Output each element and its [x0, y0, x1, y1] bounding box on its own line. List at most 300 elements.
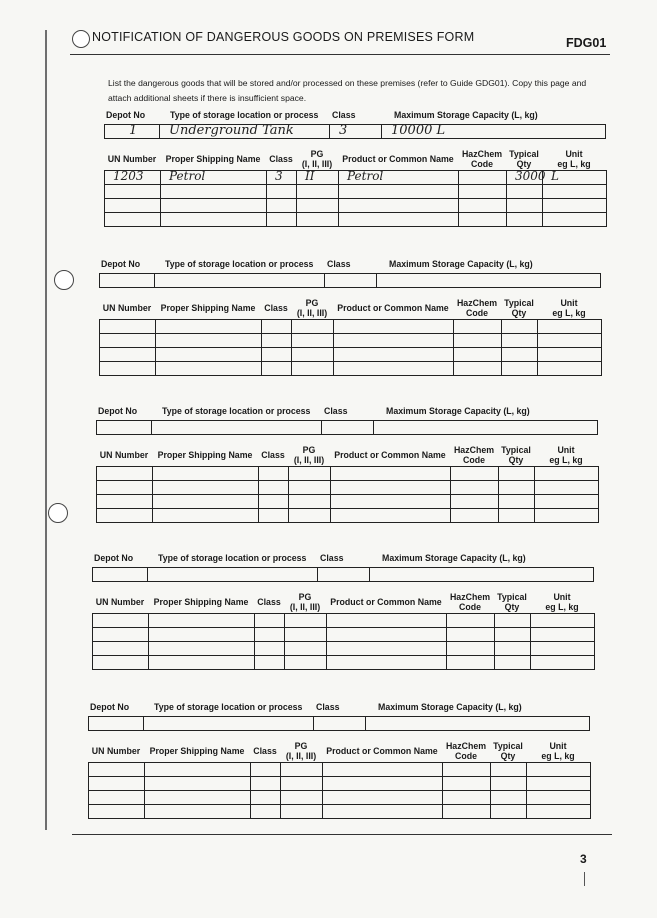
goods-cell[interactable] — [259, 481, 289, 495]
punch-hole — [48, 503, 68, 523]
goods-cell[interactable] — [153, 467, 259, 481]
depot-header-label: Maximum Storage Capacity (L, kg) — [386, 406, 530, 416]
goods-cell[interactable] — [259, 509, 289, 523]
goods-cell[interactable] — [255, 642, 285, 656]
goods-header-line: UN Number — [91, 746, 141, 756]
depot-header-label: Depot No — [101, 259, 141, 269]
depot-header-label: Depot No — [94, 553, 134, 563]
goods-cell[interactable] — [93, 642, 149, 656]
goods-cell[interactable] — [499, 481, 535, 495]
goods-cell[interactable] — [459, 171, 507, 185]
goods-column-header — [340, 154, 456, 164]
goods-cell[interactable] — [156, 362, 262, 376]
goods-field-shipping-name: Petrol — [169, 169, 206, 183]
goods-header-line: Typical — [504, 298, 534, 308]
goods-header-line: Qty — [508, 455, 524, 465]
goods-cell[interactable] — [323, 763, 443, 777]
goods-cell[interactable] — [502, 334, 538, 348]
goods-row — [93, 628, 595, 642]
goods-cell[interactable] — [543, 213, 607, 227]
goods-cell[interactable] — [502, 320, 538, 334]
goods-cell[interactable] — [447, 642, 495, 656]
goods-cell[interactable] — [262, 320, 292, 334]
goods-cell[interactable] — [161, 213, 267, 227]
goods-header-line: PG — [305, 298, 319, 308]
goods-cell[interactable] — [454, 320, 502, 334]
goods-cell[interactable] — [153, 509, 259, 523]
depot-cell-divider — [373, 421, 374, 434]
goods-cell[interactable] — [447, 628, 495, 642]
goods-row — [97, 481, 599, 495]
goods-cell[interactable] — [149, 656, 255, 670]
goods-cell[interactable] — [531, 628, 595, 642]
goods-cell[interactable] — [93, 656, 149, 670]
depot-cell-divider — [143, 717, 144, 730]
goods-column-header — [154, 450, 256, 460]
goods-cell[interactable] — [292, 348, 334, 362]
goods-cell[interactable] — [267, 213, 297, 227]
goods-cell[interactable] — [251, 763, 281, 777]
goods-cell[interactable] — [443, 805, 491, 819]
header-divider — [70, 54, 610, 55]
goods-column-header — [503, 298, 535, 318]
depot-field-class[interactable]: 3 — [339, 123, 348, 138]
depot-cell-divider — [154, 274, 155, 287]
goods-cell[interactable] — [443, 763, 491, 777]
goods-cell[interactable] — [292, 362, 334, 376]
goods-cell[interactable] — [285, 656, 327, 670]
goods-cell[interactable] — [156, 334, 262, 348]
depot-cell-divider — [324, 274, 325, 287]
goods-cell[interactable] — [255, 656, 285, 670]
goods-cell[interactable] — [323, 777, 443, 791]
goods-cell[interactable] — [89, 763, 145, 777]
form-title: NOTIFICATION OF DANGEROUS GOODS ON PREMISES FORM — [92, 30, 475, 44]
goods-cell[interactable] — [281, 791, 323, 805]
goods-cell[interactable] — [495, 656, 531, 670]
goods-column-header — [282, 741, 320, 761]
goods-cell[interactable] — [451, 509, 499, 523]
goods-cell[interactable] — [255, 628, 285, 642]
goods-cell[interactable] — [100, 362, 156, 376]
goods-cell[interactable] — [285, 628, 327, 642]
depot-cell-divider — [329, 125, 330, 138]
goods-header-line: Unit — [565, 149, 583, 159]
goods-header-line: Class — [261, 450, 285, 460]
goods-cell[interactable] — [543, 185, 607, 199]
goods-cell[interactable] — [459, 199, 507, 213]
scan-margin-line — [45, 30, 47, 830]
goods-cell[interactable] — [262, 362, 292, 376]
goods-cell[interactable] — [156, 348, 262, 362]
goods-cell[interactable] — [97, 495, 153, 509]
goods-header-line: HazChem — [449, 592, 491, 602]
goods-cell[interactable] — [289, 495, 331, 509]
depot-header-label: Type of storage location or process — [158, 553, 307, 563]
goods-cell[interactable] — [535, 467, 599, 481]
goods-cell[interactable] — [262, 348, 292, 362]
goods-cell[interactable] — [289, 481, 331, 495]
depot-header-label: Type of storage location or process — [170, 110, 319, 120]
punch-hole — [72, 30, 90, 48]
goods-header-line: Code — [463, 455, 485, 465]
goods-column-header — [298, 149, 336, 169]
goods-header-line: Product or Common Name — [326, 746, 438, 756]
goods-cell[interactable] — [297, 171, 339, 185]
goods-header-line: Unit — [557, 445, 575, 455]
page-tick-mark — [584, 872, 585, 886]
goods-cell[interactable] — [535, 495, 599, 509]
goods-cell[interactable] — [331, 467, 451, 481]
goods-cell[interactable] — [267, 185, 297, 199]
goods-row — [97, 467, 599, 481]
goods-cell[interactable] — [251, 805, 281, 819]
goods-cell[interactable] — [285, 614, 327, 628]
goods-cell[interactable] — [153, 481, 259, 495]
goods-cell[interactable] — [145, 791, 251, 805]
goods-cell[interactable] — [259, 495, 289, 509]
goods-column-header — [508, 149, 540, 169]
goods-cell[interactable] — [454, 334, 502, 348]
goods-header-line: UN Number — [99, 450, 149, 460]
goods-cell[interactable] — [100, 320, 156, 334]
goods-column-header — [544, 149, 604, 169]
goods-cell[interactable] — [499, 467, 535, 481]
goods-cell[interactable] — [105, 199, 161, 213]
goods-header-line: Product or Common Name — [334, 450, 446, 460]
goods-cell[interactable] — [281, 763, 323, 777]
goods-cell[interactable] — [297, 185, 339, 199]
goods-cell[interactable] — [97, 481, 153, 495]
depot-cell-divider — [321, 421, 322, 434]
goods-cell[interactable] — [531, 656, 595, 670]
goods-cell[interactable] — [292, 334, 334, 348]
goods-cell[interactable] — [334, 348, 454, 362]
goods-cell[interactable] — [535, 481, 599, 495]
goods-column-header — [286, 592, 324, 612]
goods-cell[interactable] — [149, 614, 255, 628]
depot-field-max-capacity[interactable]: 10000 L — [391, 123, 446, 138]
goods-cell[interactable] — [502, 362, 538, 376]
goods-column-header — [500, 445, 532, 465]
goods-cell[interactable] — [491, 763, 527, 777]
goods-cell[interactable] — [105, 213, 161, 227]
goods-row — [89, 777, 591, 791]
goods-cell[interactable] — [334, 362, 454, 376]
goods-cell[interactable] — [100, 334, 156, 348]
goods-cell[interactable] — [339, 185, 459, 199]
goods-cell[interactable] — [543, 171, 607, 185]
goods-cell[interactable] — [251, 777, 281, 791]
goods-cell[interactable] — [334, 334, 454, 348]
goods-header-line: Proper Shipping Name — [153, 597, 249, 607]
goods-header-line: Code — [466, 308, 488, 318]
goods-cell[interactable] — [100, 348, 156, 362]
goods-header-line: PG — [302, 445, 316, 455]
goods-header-line: UN Number — [95, 597, 145, 607]
depot-header-label: Depot No — [98, 406, 138, 416]
goods-cell[interactable] — [267, 199, 297, 213]
goods-row — [100, 320, 602, 334]
goods-column-header — [492, 741, 524, 761]
goods-cell[interactable] — [339, 213, 459, 227]
goods-cell[interactable] — [89, 805, 145, 819]
goods-row — [93, 614, 595, 628]
goods-cell[interactable] — [323, 805, 443, 819]
goods-header-line: Code — [459, 602, 481, 612]
goods-row — [105, 199, 607, 213]
goods-cell[interactable] — [454, 348, 502, 362]
depot-row — [99, 273, 601, 288]
goods-row — [89, 763, 591, 777]
goods-cell[interactable] — [145, 805, 251, 819]
goods-cell[interactable] — [538, 348, 602, 362]
goods-cell[interactable] — [451, 481, 499, 495]
goods-cell[interactable] — [499, 509, 535, 523]
goods-cell[interactable] — [297, 199, 339, 213]
goods-header-line: HazChem — [456, 298, 498, 308]
depot-cell-divider — [159, 125, 160, 138]
goods-cell[interactable] — [502, 348, 538, 362]
depot-field-storage-location[interactable]: Underground Tank — [169, 123, 294, 138]
depot-header-label: Depot No — [90, 702, 130, 712]
goods-row — [93, 642, 595, 656]
goods-cell[interactable] — [334, 320, 454, 334]
goods-header-line: Code — [455, 751, 477, 761]
goods-cell[interactable] — [491, 791, 527, 805]
goods-cell[interactable] — [527, 791, 591, 805]
goods-cell[interactable] — [145, 763, 251, 777]
goods-table — [88, 762, 591, 819]
depot-field-depot-no[interactable]: 1 — [129, 123, 138, 138]
depot-header-label: Class — [316, 702, 340, 712]
goods-column-header — [324, 746, 440, 756]
goods-header-line: Proper Shipping Name — [165, 154, 261, 164]
goods-cell[interactable] — [255, 614, 285, 628]
goods-header-line: HazChem — [445, 741, 487, 751]
goods-cell[interactable] — [297, 213, 339, 227]
depot-header-label: Depot No — [106, 110, 146, 120]
goods-cell[interactable] — [507, 169, 546, 185]
goods-cell[interactable] — [495, 614, 531, 628]
goods-field-class: 3 — [275, 169, 283, 183]
goods-cell[interactable] — [161, 171, 267, 185]
depot-header-label: Class — [324, 406, 348, 416]
goods-cell[interactable] — [285, 642, 327, 656]
goods-cell[interactable] — [495, 628, 531, 642]
goods-cell[interactable] — [527, 805, 591, 819]
goods-row — [97, 509, 599, 523]
goods-cell[interactable] — [331, 509, 451, 523]
goods-cell[interactable] — [451, 495, 499, 509]
goods-row — [89, 805, 591, 819]
goods-column-header — [101, 303, 153, 313]
goods-cell[interactable] — [543, 199, 607, 213]
goods-cell[interactable] — [323, 791, 443, 805]
goods-header-line: PG — [298, 592, 312, 602]
goods-header-line: Class — [264, 303, 288, 313]
goods-cell[interactable] — [538, 320, 602, 334]
goods-cell[interactable] — [289, 509, 331, 523]
goods-table — [92, 613, 595, 670]
goods-cell[interactable] — [93, 614, 149, 628]
goods-column-header — [452, 445, 496, 465]
goods-cell[interactable] — [447, 614, 495, 628]
goods-cell[interactable] — [339, 171, 459, 185]
goods-cell[interactable] — [267, 171, 297, 185]
goods-header-line: eg L, kg — [545, 602, 579, 612]
goods-row — [105, 213, 607, 227]
goods-table — [99, 319, 602, 376]
goods-cell[interactable] — [527, 763, 591, 777]
goods-header-line: Class — [257, 597, 281, 607]
goods-cell[interactable] — [531, 642, 595, 656]
goods-cell[interactable] — [251, 791, 281, 805]
depot-cell-divider — [317, 568, 318, 581]
depot-cell-divider — [365, 717, 366, 730]
goods-column-header — [293, 298, 331, 318]
goods-column-header — [268, 154, 294, 164]
goods-column-header — [106, 154, 158, 164]
goods-cell[interactable] — [327, 642, 447, 656]
goods-cell[interactable] — [491, 777, 527, 791]
goods-header-line: Unit — [553, 592, 571, 602]
goods-header-line: Unit — [560, 298, 578, 308]
goods-cell[interactable] — [459, 213, 507, 227]
goods-header-line: eg L, kg — [557, 159, 591, 169]
goods-cell[interactable] — [93, 628, 149, 642]
goods-column-header — [157, 303, 259, 313]
goods-header-line: UN Number — [107, 154, 157, 164]
goods-cell[interactable] — [451, 467, 499, 481]
goods-cell[interactable] — [527, 777, 591, 791]
goods-column-header — [528, 741, 588, 761]
depot-cell-divider — [147, 568, 148, 581]
goods-header-line: Typical — [509, 149, 539, 159]
goods-cell[interactable] — [327, 628, 447, 642]
goods-header-line: eg L, kg — [541, 751, 575, 761]
goods-column-header — [332, 450, 448, 460]
goods-column-header — [94, 597, 146, 607]
goods-cell[interactable] — [507, 199, 543, 213]
goods-cell[interactable] — [538, 362, 602, 376]
goods-header-line: (I, II, III) — [293, 455, 325, 465]
goods-cell[interactable] — [327, 614, 447, 628]
goods-header-line: Product or Common Name — [337, 303, 449, 313]
depot-header-label: Type of storage location or process — [154, 702, 303, 712]
goods-header-line: Class — [253, 746, 277, 756]
goods-column-header — [448, 592, 492, 612]
page-number: 3 — [580, 852, 587, 866]
goods-cell[interactable] — [105, 185, 161, 199]
goods-column-header — [328, 597, 444, 607]
goods-header-line: PG — [294, 741, 308, 751]
goods-cell[interactable] — [535, 509, 599, 523]
goods-cell[interactable] — [105, 171, 161, 185]
goods-header-line: Product or Common Name — [330, 597, 442, 607]
goods-cell[interactable] — [454, 362, 502, 376]
goods-cell[interactable] — [149, 642, 255, 656]
goods-cell[interactable] — [507, 185, 543, 199]
goods-cell[interactable] — [97, 509, 153, 523]
goods-cell[interactable] — [89, 777, 145, 791]
goods-cell[interactable] — [447, 656, 495, 670]
depot-header-label: Type of storage location or process — [162, 406, 311, 416]
goods-header-line: Proper Shipping Name — [149, 746, 245, 756]
goods-cell[interactable] — [156, 320, 262, 334]
goods-column-header — [260, 450, 286, 460]
goods-cell[interactable] — [495, 642, 531, 656]
depot-cell-divider — [151, 421, 152, 434]
goods-row — [105, 185, 607, 199]
goods-row — [100, 362, 602, 376]
depot-header-label: Class — [332, 110, 356, 120]
depot-header-label: Maximum Storage Capacity (L, kg) — [394, 110, 538, 120]
depot-cell-divider — [313, 717, 314, 730]
goods-header-line: Typical — [497, 592, 527, 602]
goods-cell[interactable] — [149, 628, 255, 642]
goods-cell[interactable] — [161, 199, 267, 213]
goods-column-header — [252, 746, 278, 756]
goods-cell[interactable] — [443, 791, 491, 805]
goods-cell[interactable] — [89, 791, 145, 805]
goods-header-line: Qty — [504, 602, 520, 612]
goods-column-header — [290, 445, 328, 465]
goods-cell[interactable] — [491, 805, 527, 819]
goods-cell[interactable] — [531, 614, 595, 628]
depot-header-label: Class — [320, 553, 344, 563]
goods-cell[interactable] — [262, 334, 292, 348]
instructions: List the dangerous goods that will be stored and/or processed on these premises (refer to Guide GDG01). Copy this page and attach additional sheets if there is insufficient space. — [108, 78, 587, 103]
goods-field-qty: 3000 — [515, 169, 546, 183]
goods-cell[interactable] — [331, 481, 451, 495]
depot-row — [96, 420, 598, 435]
goods-header-line: Typical — [493, 741, 523, 751]
goods-cell[interactable] — [339, 199, 459, 213]
goods-cell[interactable] — [161, 185, 267, 199]
goods-cell[interactable] — [259, 467, 289, 481]
goods-header-line: eg L, kg — [552, 308, 586, 318]
goods-cell[interactable] — [153, 495, 259, 509]
goods-header-line: PG — [310, 149, 324, 159]
goods-header-line: Class — [269, 154, 293, 164]
goods-cell[interactable] — [507, 213, 543, 227]
goods-cell[interactable] — [292, 320, 334, 334]
goods-column-header — [455, 298, 499, 318]
goods-column-header — [90, 746, 142, 756]
goods-cell[interactable] — [281, 777, 323, 791]
goods-cell[interactable] — [281, 805, 323, 819]
goods-header-line: (I, II, III) — [289, 602, 321, 612]
goods-row — [97, 495, 599, 509]
goods-cell[interactable] — [327, 656, 447, 670]
goods-cell[interactable] — [289, 467, 331, 481]
depot-header-label: Class — [327, 259, 351, 269]
goods-field-un-number: 1203 — [113, 169, 144, 183]
punch-hole — [54, 270, 74, 290]
goods-cell[interactable] — [145, 777, 251, 791]
goods-cell[interactable] — [499, 495, 535, 509]
goods-cell[interactable] — [97, 467, 153, 481]
goods-cell[interactable] — [331, 495, 451, 509]
goods-cell[interactable] — [459, 185, 507, 199]
goods-cell[interactable] — [538, 334, 602, 348]
goods-column-header — [256, 597, 282, 607]
goods-cell[interactable] — [443, 777, 491, 791]
goods-header-line: Code — [471, 159, 493, 169]
depot-header-label: Type of storage location or process — [165, 259, 314, 269]
goods-column-header — [150, 597, 252, 607]
